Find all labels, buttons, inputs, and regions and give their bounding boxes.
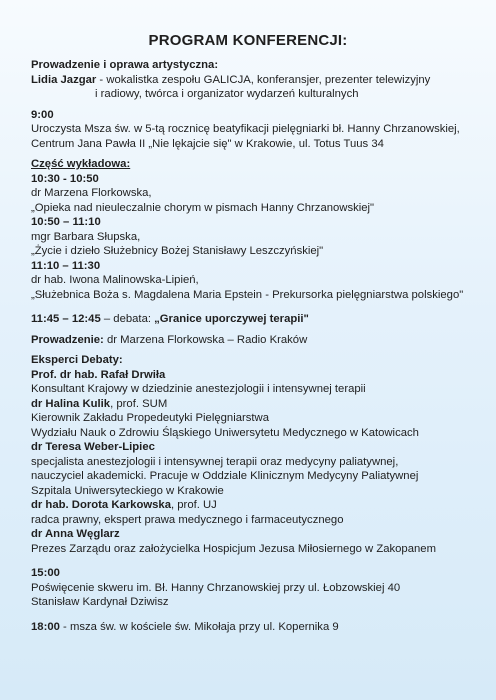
expert-title: , prof. UJ [171,499,217,511]
expert-desc: Konsultant Krajowy w dziedzinie anestezjologii i intensywnej terapii [31,383,366,395]
program-content [31,58,496,634]
debate-time: 11:45 – 12:45 [31,313,101,325]
lecture-time: 11:10 – 11:30 [31,259,101,272]
lecture-topic: „Służebnica Boża s. Magdalena Maria Epstein - Prekursorka pielęgniarstwa polskiego" [31,288,464,301]
expert-name-line [31,498,496,513]
mass-line-2: Centrum Jana Pawła II „Nie lękajcie się" w Krakowie, ul. Totus Tuus 34 [31,137,384,150]
expert-desc: Kierownik Zakładu Propedeutyki Pielęgniarstwa [31,412,269,424]
debate-host-value: dr Marzena Florkowska – Radio Kraków [103,333,308,346]
section-heading-experts: Eksperci Debaty: [31,354,123,366]
expert-name: dr Teresa Weber-Lipiec [31,441,155,453]
square-line-1: Poświęcenie skweru im. Bł. Hanny Chrzanowskiej przy ul. Łobzowskiej 40 [31,581,401,594]
expert-desc: Szpitala Uniwersyteckiego w Krakowie [31,484,224,497]
host-desc-1: - wokalistka zespołu GALICJA, konferansjer, prezenter telewizyjny [96,73,431,86]
section-heading-lectures: Część wykładowa: [31,158,131,170]
expert-name: Prof. dr hab. Rafał Drwiła [31,368,166,381]
expert-desc: Prezes Zarządu oraz założycielka Hospicjum Jezusa Miłosiernego w Zakopanem [31,542,436,555]
mass-line-1: Uroczysta Msza św. w 5-tą rocznicę beatyfikacji pielęgniarki bł. Hanny Chrzanowskiej, [31,123,460,135]
lecture-speaker: dr hab. Iwona Malinowska-Lipień, [31,274,199,286]
evening-mass-line [31,620,496,635]
debate-title: „Granice uporczywej terapii" [154,313,309,325]
page-title: PROGRAM KONFERENCJI: [148,32,348,49]
section-heading-artistic: Prowadzenie i oprawa artystyczna: [31,59,219,71]
expert-name: dr Anna Węglarz [31,528,120,540]
expert-name-line [31,397,496,412]
host-name: Lidia Jazgar [31,73,97,86]
expert-desc: nauczyciel akademicki. Pracuje w Oddziale Klinicznym Medycyny Paliatywnej [31,470,419,482]
lecture-speaker: dr Marzena Florkowska, [31,187,152,199]
debate-label: – debata: [100,313,155,325]
lecture-time: 10:50 – 11:10 [31,216,101,228]
lecture-time: 10:30 - 10:50 [31,172,99,185]
expert-desc: radca prawny, ekspert prawa medycznego i farmaceutycznego [31,513,344,526]
evening-mass-time: 18:00 [31,620,60,633]
host-line [31,73,496,88]
square-line-2: Stanisław Kardynał Dziwisz [31,596,169,608]
host-desc-2: i radiowy, twórca i organizator wydarzeń kulturalnych [95,88,359,100]
debate-host-label: Prowadzenie: [31,333,104,346]
debate-host-line [31,333,496,348]
time-square: 15:00 [31,567,60,579]
lecture-topic: „Życie i dzieło Służebnicy Bożej Stanisławy Leszczyńskiej" [31,245,324,257]
evening-mass-text: - msza św. w kościele św. Mikołaja przy ul. Kopernika 9 [59,620,339,633]
time-mass: 9:00 [31,108,54,121]
expert-desc: Wydziału Nauk o Zdrowiu Śląskiego Uniwersytetu Medycznego w Katowicach [31,426,419,439]
expert-name: dr hab. Dorota Karkowska [31,499,171,511]
expert-desc: specjalista anestezjologii i intensywnej terapii oraz medycyny paliatywnej, [31,455,399,468]
expert-name: dr Halina Kulik [31,397,111,410]
lecture-topic: „Opieka nad nieuleczalnie chorym w pismach Hanny Chrzanowskiej" [31,201,375,214]
lecture-speaker: mgr Barbara Słupska, [31,230,141,243]
debate-line [31,312,496,327]
expert-title: , prof. SUM [110,397,168,410]
